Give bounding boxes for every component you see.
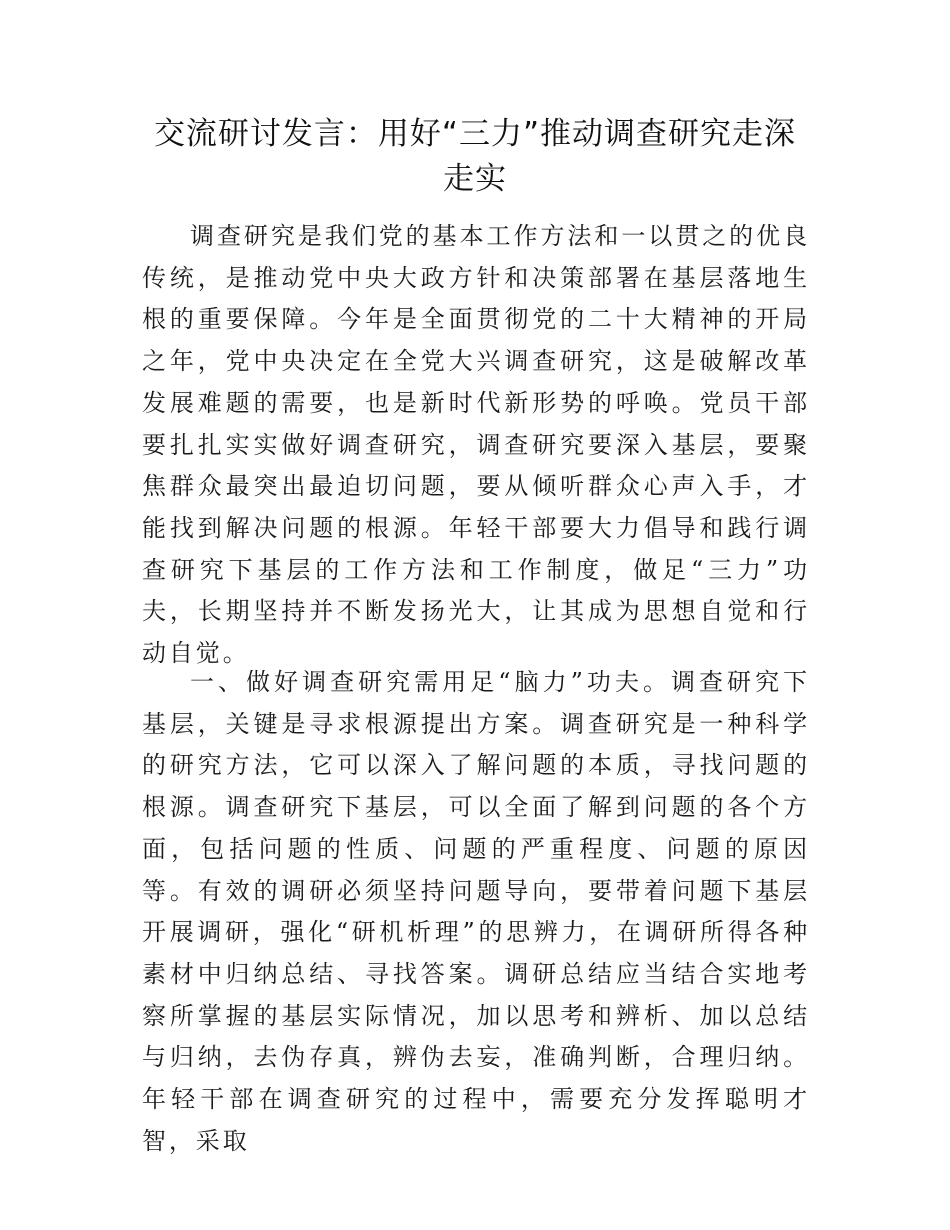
body-paragraph-intro: 调查研究是我们党的基本工作方法和一以贯之的优良传统，是推动党中央大政方针和决策部署在基层落地生根的重要保障。今年是全面贯彻党的二十大精神的开局之年，党中央决定在全党大兴调查研究，这是破解改革发展难题的需要，也是新时代新形势的呼唤。党员干部要扎扎实实做好调查研究，调查研究要深入基层，要聚焦群众最突出最迫切问题，要从倾听群众心声入手，才能找到解决问题的根源。年轻干部要大力倡导和践行调查研究下基层的工作方法和工作制度，做足“三力”功夫，长期坚持并不断发扬光大，让其成为思想自觉和行动自觉。 [142,222,810,668]
document-title: 交流研讨发言：用好“三力”推动调查研究走深走实 [153,116,797,197]
body-paragraph-section-one: 一、做好调查研究需用足“脑力”功夫。调查研究下基层，关键是寻求根源提出方案。调查研究是一种科学的研究方法，它可以深入了解问题的本质，寻找问题的根源。调查研究下基层，可以全面了解到问题的各个方面，包括问题的性质、问题的严重程度、问题的原因等。有效的调研必须坚持问题导向，要带着问题下基层开展调研，强化“研机析理”的思辨力，在调研所得各种素材中归纳总结、寻找答案。调研总结应当结合实地考察所掌握的基层实际情况，加以思考和辨析、加以总结与归纳，去伪存真，辨伪去妄，准确判断，合理归纳。年轻干部在调查研究的过程中，需要充分发挥聪明才智，采取 [142,668,810,1155]
